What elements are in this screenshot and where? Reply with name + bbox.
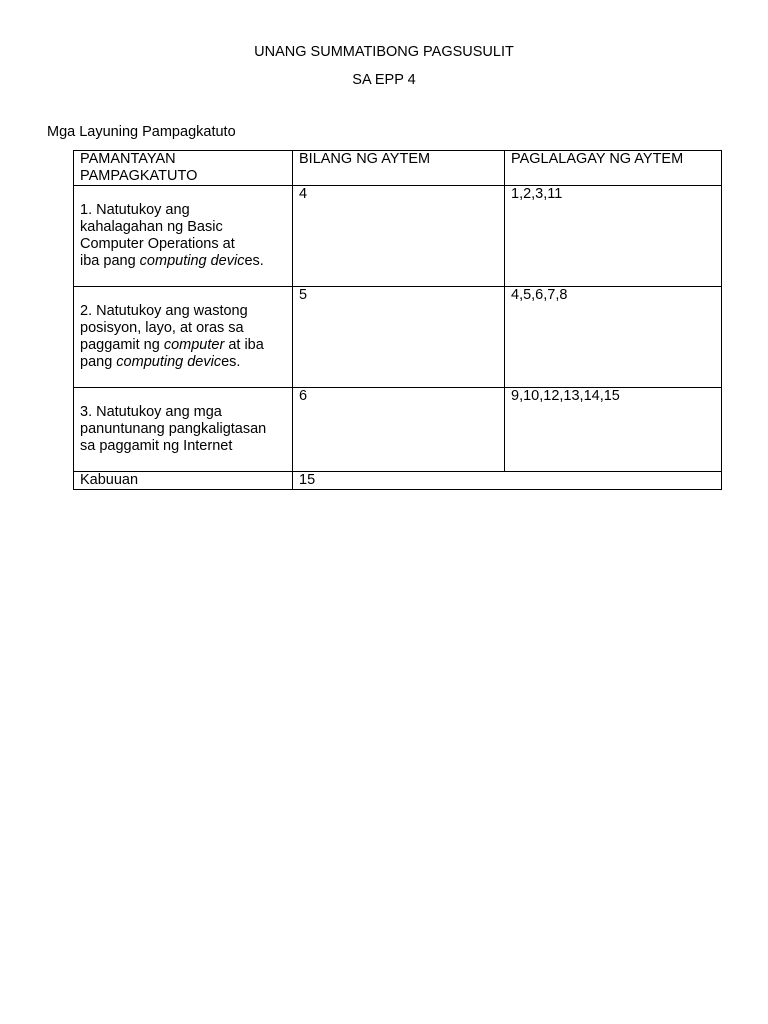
objective-emphasis: computing devic [116,354,222,370]
item-placement-cell: 4,5,6,7,8 [505,287,722,388]
header-paglalagay: PAGLALAGAY NG AYTEM [505,151,722,186]
objective-line: 1. Natutukoy ang [80,202,190,218]
objective-text [80,186,286,270]
table-row [74,186,722,287]
item-count-cell: 4 [293,186,505,287]
table-row [74,287,722,388]
item-count-cell: 6 [293,388,505,472]
header-pamantayan-line1: PAMANTAYAN [80,151,176,167]
objective-line: Computer Operations at [80,236,235,252]
objective-cell [74,287,293,388]
objective-line: sa paggamit ng Internet [80,438,233,454]
document-title: UNANG SUMMATIBONG PAGSUSULIT [254,44,514,60]
objective-line: pang [80,354,117,370]
objective-cell [74,388,293,472]
objective-line: es. [221,354,241,370]
objective-emphasis: computing devic [139,253,245,269]
objective-cell [74,186,293,287]
total-row [74,472,722,490]
table-row [74,388,722,472]
objective-line: paggamit ng [80,337,164,353]
objective-line: iba pang [80,253,140,269]
total-value: 15 [293,472,722,490]
objective-line: 2. Natutukoy ang wastong [80,303,248,319]
objective-text [80,287,286,371]
objective-text [80,388,286,455]
header-pamantayan-line2: PAMPAGKATUTO [80,168,198,184]
objective-line: kahalagahan ng Basic [80,219,223,235]
objective-line: at iba [224,337,264,353]
objective-line: 3. Natutukoy ang mga [80,404,222,420]
item-placement-cell: 1,2,3,11 [505,186,722,287]
objective-line: panuntunang pangkaligtasan [80,421,267,437]
total-label: Kabuuan [74,472,293,490]
objectives-table [73,150,722,490]
objective-emphasis: computer [163,337,225,353]
objective-line: es. [244,253,264,269]
header-bilang: BILANG NG AYTEM [293,151,505,186]
item-count-cell: 5 [293,287,505,388]
section-label: Mga Layuning Pampagkatuto [47,124,236,140]
objective-line: posisyon, layo, at oras sa [80,320,244,336]
header-pamantayan [74,151,293,186]
document-subtitle: SA EPP 4 [352,72,416,88]
table-header-row [74,151,722,186]
item-placement-cell: 9,10,12,13,14,15 [505,388,722,472]
